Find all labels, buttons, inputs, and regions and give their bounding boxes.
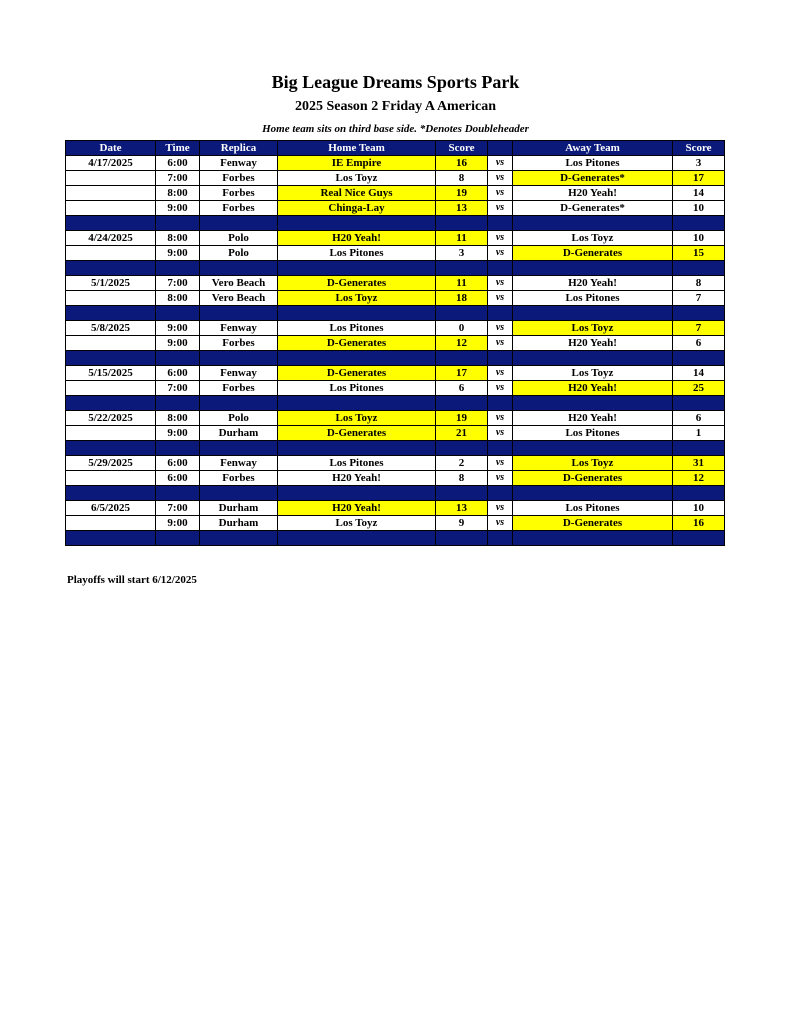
game-date [66,471,156,486]
game-date [66,291,156,306]
game-time: 9:00 [156,426,200,441]
separator-cell [156,486,200,501]
away-score: 10 [673,501,725,516]
away-team: H20 Yeah! [513,186,673,201]
home-score: 19 [436,186,488,201]
game-row [66,291,725,306]
game-date: 5/22/2025 [66,411,156,426]
week-separator-row [66,216,725,231]
game-time: 8:00 [156,291,200,306]
home-score: 17 [436,366,488,381]
header-time: Time [156,141,200,156]
separator-cell [156,531,200,546]
vs-label: vs [488,321,513,336]
game-row [66,426,725,441]
separator-cell [278,531,436,546]
separator-cell [200,261,278,276]
away-team: Los Toyz [513,366,673,381]
separator-cell [673,486,725,501]
game-date: 5/8/2025 [66,321,156,336]
home-team: Los Pitones [278,321,436,336]
away-team: D-Generates* [513,171,673,186]
game-time: 6:00 [156,156,200,171]
away-score: 8 [673,276,725,291]
separator-cell [66,396,156,411]
game-date: 5/15/2025 [66,366,156,381]
game-row [66,516,725,531]
separator-cell [278,216,436,231]
game-replica: Durham [200,426,278,441]
vs-label: vs [488,366,513,381]
away-team: D-Generates [513,246,673,261]
header-row [66,141,725,156]
game-replica: Forbes [200,186,278,201]
home-score: 8 [436,471,488,486]
separator-cell [66,306,156,321]
away-score: 14 [673,366,725,381]
game-date [66,186,156,201]
vs-label: vs [488,156,513,171]
home-team: D-Generates [278,366,436,381]
header-away-team: Away Team [513,141,673,156]
home-team: Los Pitones [278,456,436,471]
separator-cell [278,486,436,501]
home-team: Los Toyz [278,171,436,186]
header-replica: Replica [200,141,278,156]
vs-label: vs [488,246,513,261]
home-score: 21 [436,426,488,441]
separator-cell [673,306,725,321]
separator-cell [436,351,488,366]
away-team: Los Toyz [513,456,673,471]
separator-cell [488,261,513,276]
separator-cell [673,351,725,366]
home-team: H20 Yeah! [278,471,436,486]
away-score: 31 [673,456,725,471]
game-date: 5/29/2025 [66,456,156,471]
away-score: 10 [673,201,725,216]
separator-cell [278,261,436,276]
game-row [66,336,725,351]
vs-label: vs [488,411,513,426]
separator-cell [488,396,513,411]
game-time: 9:00 [156,321,200,336]
separator-cell [156,351,200,366]
home-team: Los Pitones [278,246,436,261]
vs-label: vs [488,171,513,186]
home-score: 0 [436,321,488,336]
vs-label: vs [488,336,513,351]
away-score: 25 [673,381,725,396]
game-row [66,501,725,516]
game-date: 4/17/2025 [66,156,156,171]
game-replica: Forbes [200,201,278,216]
week-separator-row [66,306,725,321]
away-score: 7 [673,291,725,306]
game-row [66,381,725,396]
game-replica: Forbes [200,336,278,351]
separator-cell [513,216,673,231]
home-team: D-Generates [278,336,436,351]
separator-cell [66,531,156,546]
vs-label: vs [488,516,513,531]
away-score: 1 [673,426,725,441]
away-score: 17 [673,171,725,186]
away-team: H20 Yeah! [513,411,673,426]
away-team: D-Generates* [513,201,673,216]
separator-cell [66,351,156,366]
game-replica: Polo [200,411,278,426]
vs-label: vs [488,201,513,216]
separator-cell [488,486,513,501]
game-time: 8:00 [156,411,200,426]
separator-cell [156,396,200,411]
separator-cell [278,306,436,321]
vs-label: vs [488,471,513,486]
header-away-score: Score [673,141,725,156]
header-home-score: Score [436,141,488,156]
game-row [66,411,725,426]
away-score: 7 [673,321,725,336]
game-time: 7:00 [156,171,200,186]
separator-cell [66,441,156,456]
game-replica: Vero Beach [200,276,278,291]
separator-cell [156,306,200,321]
game-row [66,471,725,486]
game-date [66,171,156,186]
home-score: 6 [436,381,488,396]
vs-label: vs [488,291,513,306]
separator-cell [200,396,278,411]
home-score: 2 [436,456,488,471]
away-team: Los Pitones [513,291,673,306]
game-time: 6:00 [156,366,200,381]
game-date [66,246,156,261]
vs-label: vs [488,456,513,471]
game-replica: Vero Beach [200,291,278,306]
separator-cell [513,486,673,501]
separator-cell [200,306,278,321]
page-title: Big League Dreams Sports Park [271,72,520,92]
home-team: D-Generates [278,276,436,291]
game-date [66,201,156,216]
separator-cell [156,216,200,231]
separator-cell [200,216,278,231]
week-separator-row [66,396,725,411]
home-team: Los Toyz [278,516,436,531]
separator-cell [436,216,488,231]
vs-label: vs [488,381,513,396]
separator-cell [513,396,673,411]
game-date [66,336,156,351]
game-row [66,276,725,291]
game-row [66,171,725,186]
game-row [66,201,725,216]
separator-cell [488,351,513,366]
game-replica: Fenway [200,366,278,381]
schedule-table [65,140,725,546]
away-score: 16 [673,516,725,531]
home-score: 13 [436,501,488,516]
separator-cell [436,441,488,456]
away-team: Los Toyz [513,321,673,336]
separator-cell [200,486,278,501]
away-score: 10 [673,231,725,246]
vs-label: vs [488,186,513,201]
separator-cell [673,261,725,276]
separator-cell [200,531,278,546]
separator-cell [156,441,200,456]
game-date [66,381,156,396]
separator-cell [673,531,725,546]
game-time: 8:00 [156,231,200,246]
separator-cell [200,351,278,366]
separator-cell [673,396,725,411]
away-team: H20 Yeah! [513,381,673,396]
away-team: D-Generates [513,471,673,486]
game-time: 6:00 [156,471,200,486]
away-team: H20 Yeah! [513,276,673,291]
home-team: H20 Yeah! [278,501,436,516]
away-team: Los Toyz [513,231,673,246]
game-replica: Forbes [200,381,278,396]
game-row [66,366,725,381]
game-row [66,231,725,246]
away-team: Los Pitones [513,501,673,516]
home-score: 11 [436,276,488,291]
away-team: Los Pitones [513,426,673,441]
separator-cell [66,261,156,276]
home-team: D-Generates [278,426,436,441]
separator-cell [278,441,436,456]
separator-cell [673,216,725,231]
vs-label: vs [488,276,513,291]
home-team: H20 Yeah! [278,231,436,246]
away-score: 12 [673,471,725,486]
separator-cell [156,261,200,276]
vs-label: vs [488,501,513,516]
game-date: 4/24/2025 [66,231,156,246]
week-separator-row [66,261,725,276]
separator-cell [513,261,673,276]
header-date: Date [66,141,156,156]
home-team: Los Toyz [278,411,436,426]
game-date [66,426,156,441]
away-team: H20 Yeah! [513,336,673,351]
game-time: 6:00 [156,456,200,471]
separator-cell [66,216,156,231]
home-team: Los Toyz [278,291,436,306]
separator-cell [436,306,488,321]
separator-cell [488,441,513,456]
home-score: 12 [436,336,488,351]
separator-cell [488,306,513,321]
home-score: 18 [436,291,488,306]
separator-cell [278,396,436,411]
separator-cell [436,486,488,501]
separator-cell [436,531,488,546]
game-time: 9:00 [156,246,200,261]
game-row [66,246,725,261]
game-replica: Fenway [200,321,278,336]
vs-label: vs [488,231,513,246]
separator-cell [436,396,488,411]
home-score: 16 [436,156,488,171]
separator-cell [513,351,673,366]
separator-cell [513,531,673,546]
separator-cell [488,216,513,231]
away-team: D-Generates [513,516,673,531]
game-time: 7:00 [156,381,200,396]
home-team: IE Empire [278,156,436,171]
header-home-team: Home Team [278,141,436,156]
separator-cell [513,306,673,321]
week-separator-row [66,486,725,501]
game-replica: Fenway [200,456,278,471]
week-separator-row [66,351,725,366]
schedule-note: Home team sits on third base side. *Denotes Doubleheader [262,123,529,135]
game-row [66,321,725,336]
week-separator-row [66,441,725,456]
away-score: 15 [673,246,725,261]
page-subtitle: 2025 Season 2 Friday A American [294,99,497,114]
game-date: 5/1/2025 [66,276,156,291]
separator-cell [200,441,278,456]
playoffs-note: Playoffs will start 6/12/2025 [67,574,197,586]
away-score: 3 [673,156,725,171]
schedule-body [66,156,725,546]
separator-cell [513,441,673,456]
away-score: 14 [673,186,725,201]
separator-cell [488,531,513,546]
home-team: Los Pitones [278,381,436,396]
game-time: 9:00 [156,201,200,216]
home-score: 11 [436,231,488,246]
game-replica: Forbes [200,171,278,186]
game-replica: Durham [200,501,278,516]
game-replica: Polo [200,246,278,261]
separator-cell [436,261,488,276]
game-time: 8:00 [156,186,200,201]
away-team: Los Pitones [513,156,673,171]
game-replica: Polo [200,231,278,246]
game-time: 7:00 [156,276,200,291]
game-date [66,516,156,531]
home-score: 3 [436,246,488,261]
separator-cell [66,486,156,501]
separator-cell [673,441,725,456]
game-time: 9:00 [156,516,200,531]
home-team: Chinga-Lay [278,201,436,216]
game-replica: Forbes [200,471,278,486]
game-replica: Durham [200,516,278,531]
game-row [66,456,725,471]
game-row [66,186,725,201]
game-replica: Fenway [200,156,278,171]
header-vs [488,141,513,156]
home-score: 9 [436,516,488,531]
vs-label: vs [488,426,513,441]
away-score: 6 [673,411,725,426]
home-score: 13 [436,201,488,216]
game-time: 9:00 [156,336,200,351]
game-time: 7:00 [156,501,200,516]
home-score: 19 [436,411,488,426]
separator-cell [278,351,436,366]
home-team: Real Nice Guys [278,186,436,201]
game-date: 6/5/2025 [66,501,156,516]
week-separator-row [66,531,725,546]
game-row [66,156,725,171]
home-score: 8 [436,171,488,186]
away-score: 6 [673,336,725,351]
